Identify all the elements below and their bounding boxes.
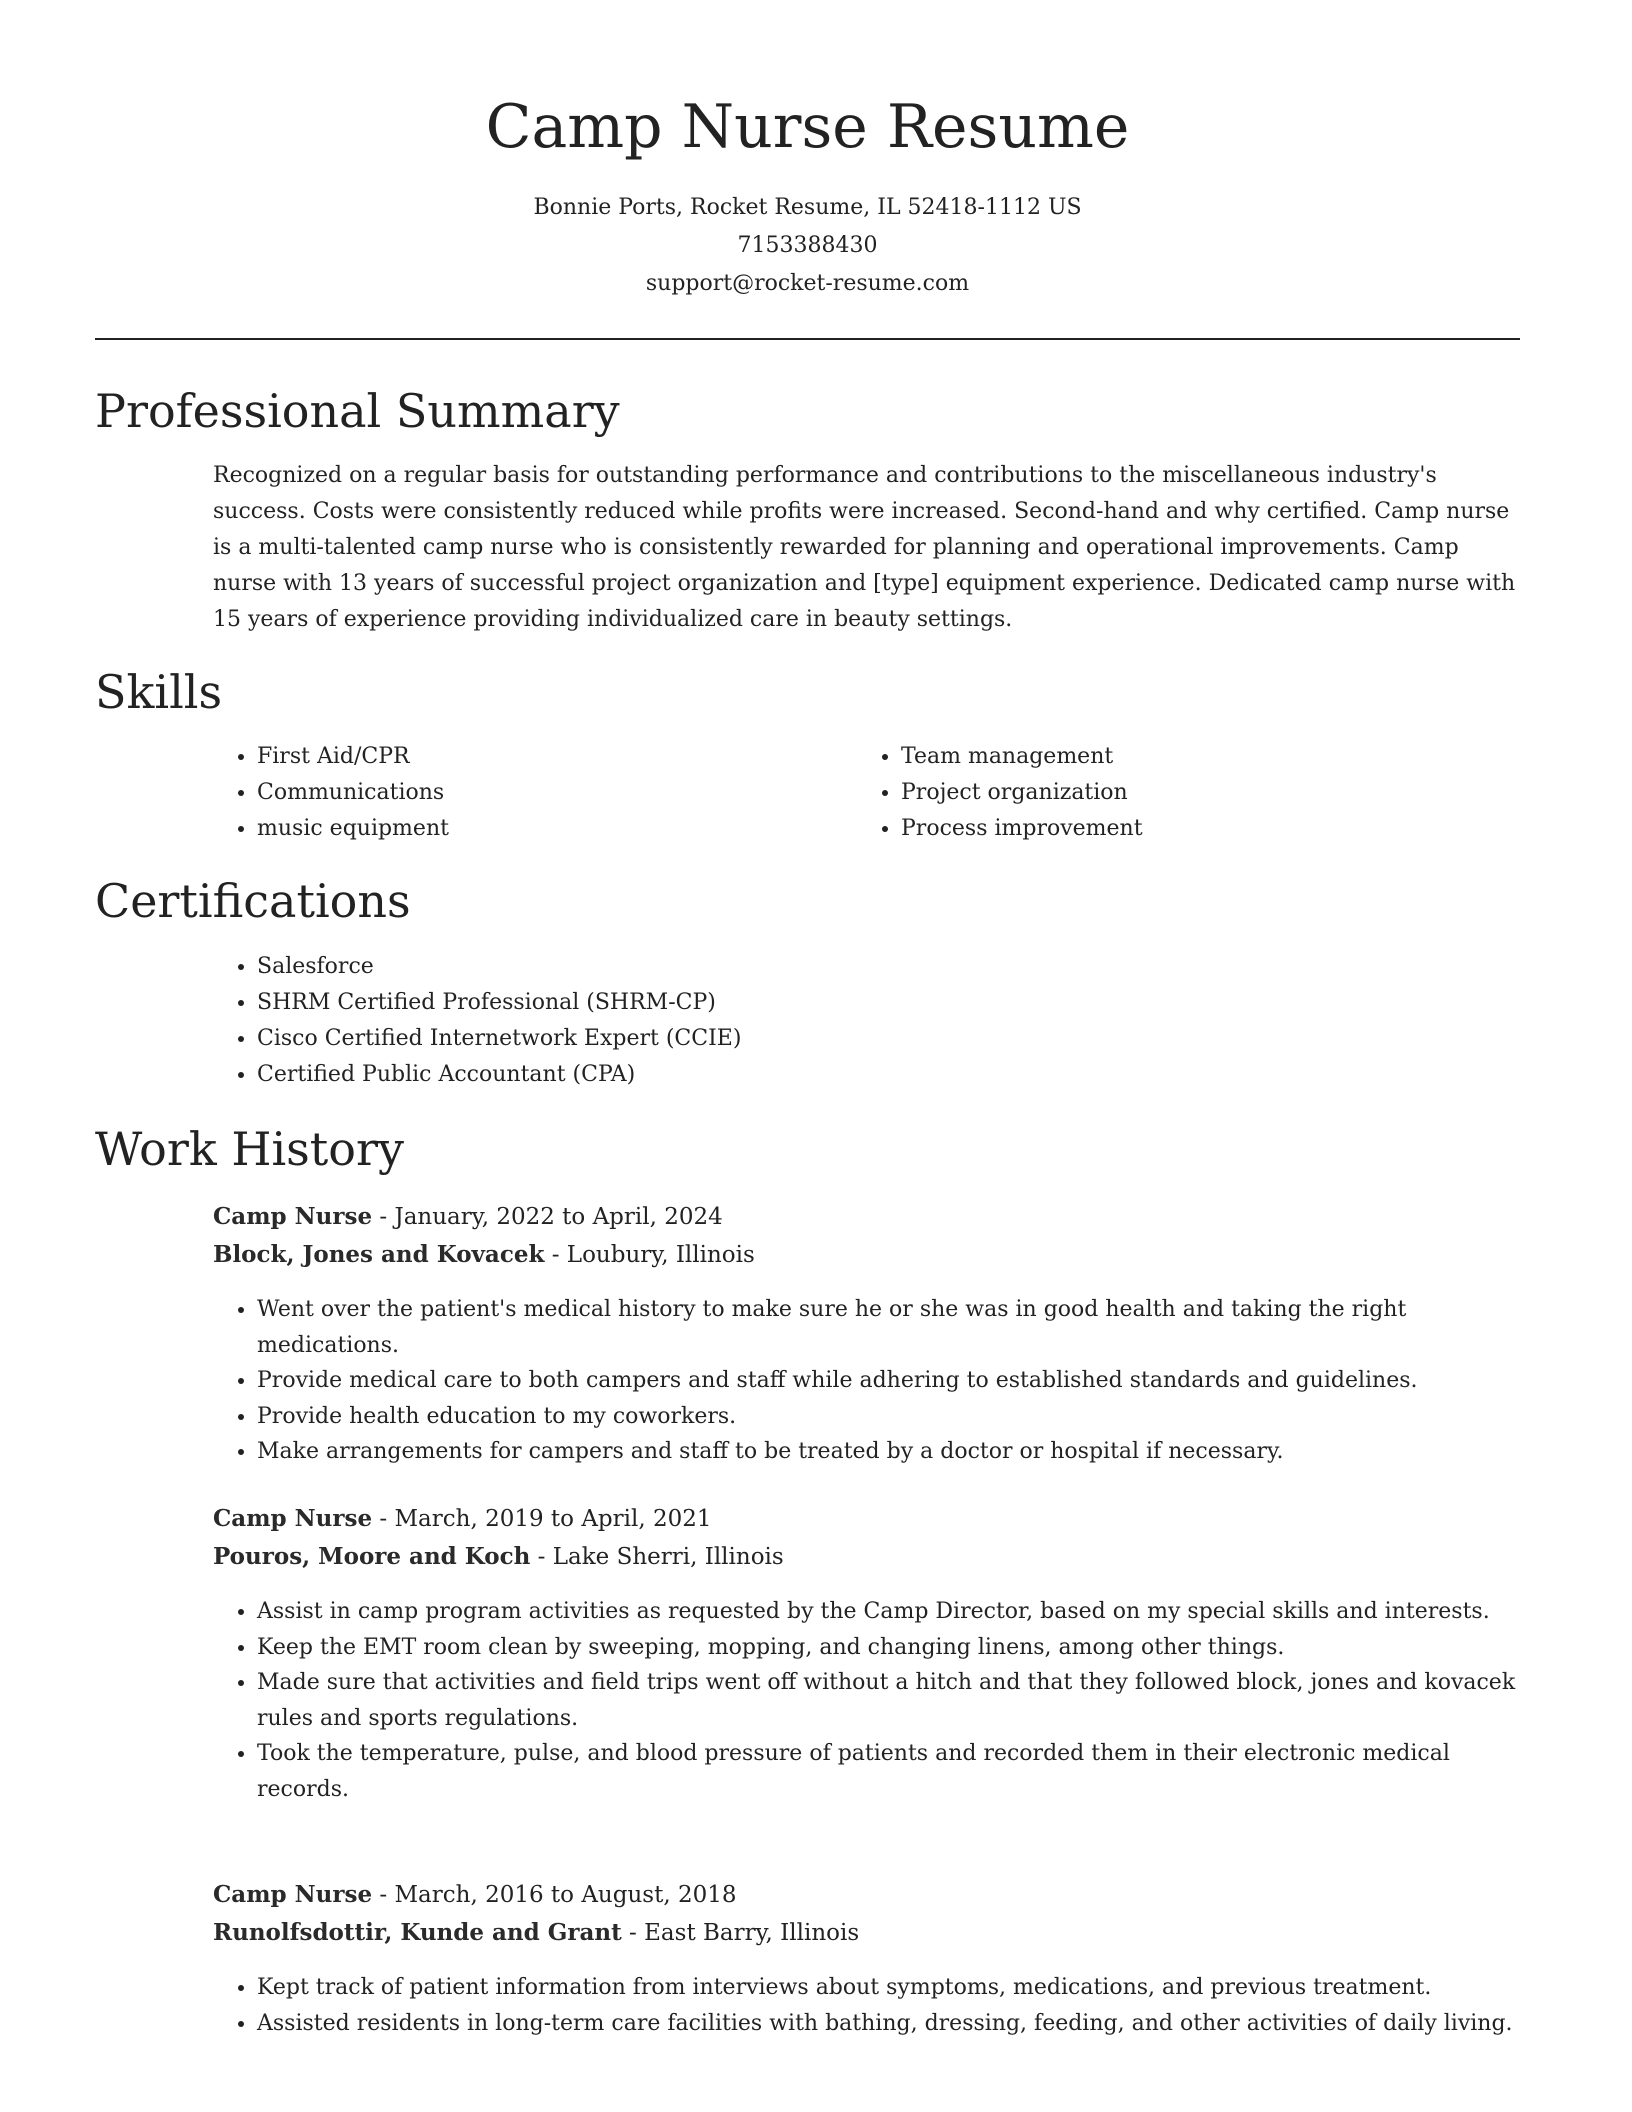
job-location: Lake Sherri, Illinois <box>552 1544 784 1570</box>
skills-list-column-1 <box>213 739 901 847</box>
job-bullet: • Made sure that activities and field trips went off without a hitch and that they followed block, jones and kovacek rules and sports regulations. <box>257 1665 1520 1736</box>
skill-item: • Communications <box>257 775 901 811</box>
skill-item: • Project organization <box>901 775 1545 811</box>
job-company-line <box>213 1914 1520 1952</box>
separator: - <box>372 1204 395 1230</box>
summary-text: Recognized on a regular basis for outstanding performance and contributions to the miscellaneous industry's success. Costs were consistently reduced while profits were increased. Second-hand and why certified. Camp nurse is a multi-talented camp nurse who is consistently rewarded for planning and operational improvements. Camp nurse with 13 years of successful project organization and [type] equipment experience. Dedicated camp nurse with 15 years of experience providing individualized care in beauty settings. <box>213 463 1516 632</box>
job-bullets <box>213 1970 1520 2041</box>
job-entry <box>213 1500 1520 1808</box>
header-divider <box>95 338 1520 340</box>
separator: - <box>372 1882 395 1908</box>
skill-item: • First Aid/CPR <box>257 739 901 775</box>
job-entry <box>213 1876 1520 2041</box>
separator: - <box>530 1544 553 1570</box>
skill-item: • Team management <box>901 739 1545 775</box>
job-dates: March, 2016 to August, 2018 <box>394 1882 737 1908</box>
certification-item: • SHRM Certified Professional (SHRM-CP) <box>257 985 1564 1021</box>
certification-item: • Salesforce <box>257 949 1564 985</box>
certification-item: • Cisco Certified Internetwork Expert (CCIE) <box>257 1021 1564 1057</box>
job-location: Loubury, Illinois <box>566 1242 755 1268</box>
skill-item: • Process improvement <box>901 811 1545 847</box>
separator: - <box>544 1242 567 1268</box>
job-bullet: • Went over the patient's medical history to make sure he or she was in good health and taking the right medications. <box>257 1292 1520 1363</box>
skills-list-column-2 <box>857 739 1545 847</box>
job-company-line <box>213 1538 1520 1576</box>
job-bullets <box>213 1594 1520 1808</box>
job-title-line <box>213 1500 1520 1538</box>
certification-item: • Certified Public Accountant (CPA) <box>257 1057 1564 1093</box>
separator: - <box>372 1506 395 1532</box>
certifications-heading: Certifications <box>95 874 411 928</box>
work-history-heading: Work History <box>95 1122 404 1176</box>
job-bullet: • Make arrangements for campers and staff to be treated by a doctor or hospital if necessary. <box>257 1434 1520 1470</box>
job-bullet: • Provide health education to my coworkers. <box>257 1399 1520 1435</box>
job-bullets <box>213 1292 1520 1470</box>
job-title-line <box>213 1198 1520 1236</box>
job-company: Pouros, Moore and Koch <box>213 1543 531 1570</box>
job-company: Block, Jones and Kovacek <box>213 1241 545 1268</box>
job-dates: January, 2022 to April, 2024 <box>394 1204 723 1230</box>
job-company: Runolfsdottir, Kunde and Grant <box>213 1919 622 1946</box>
job-company-line <box>213 1236 1520 1274</box>
job-bullet: • Assist in camp program activities as requested by the Camp Director, based on my special skills and interests. <box>257 1594 1520 1630</box>
job-title-line <box>213 1876 1520 1914</box>
contact-block <box>95 189 1520 303</box>
job-role: Camp Nurse <box>213 1505 373 1532</box>
job-bullet: • Took the temperature, pulse, and blood pressure of patients and recorded them in their electronic medical records. <box>257 1736 1520 1807</box>
job-bullet: • Provide medical care to both campers and staff while adhering to established standards and guidelines. <box>257 1363 1520 1399</box>
job-location: East Barry, Illinois <box>644 1920 860 1946</box>
job-role: Camp Nurse <box>213 1881 373 1908</box>
summary-heading: Professional Summary <box>95 384 620 438</box>
contact-email: support@rocket-resume.com <box>645 271 970 296</box>
job-entry <box>213 1198 1520 1470</box>
job-role: Camp Nurse <box>213 1203 373 1230</box>
job-dates: March, 2019 to April, 2021 <box>394 1506 712 1532</box>
skill-item: • music equipment <box>257 811 901 847</box>
certifications-list <box>213 949 1564 1093</box>
separator: - <box>621 1920 645 1946</box>
contact-phone: 7153388430 <box>737 233 878 258</box>
job-bullet: • Assisted residents in long-term care facilities with bathing, dressing, feeding, and other activities of daily living. <box>257 2006 1520 2042</box>
contact-address: Bonnie Ports, Rocket Resume, IL 52418-1112 US <box>533 195 1082 220</box>
job-bullet: • Kept track of patient information from interviews about symptoms, medications, and previous treatment. <box>257 1970 1520 2006</box>
resume-title: Camp Nurse Resume <box>485 92 1130 162</box>
job-bullet: • Keep the EMT room clean by sweeping, mopping, and changing linens, among other things. <box>257 1630 1520 1666</box>
skills-heading: Skills <box>95 665 223 719</box>
